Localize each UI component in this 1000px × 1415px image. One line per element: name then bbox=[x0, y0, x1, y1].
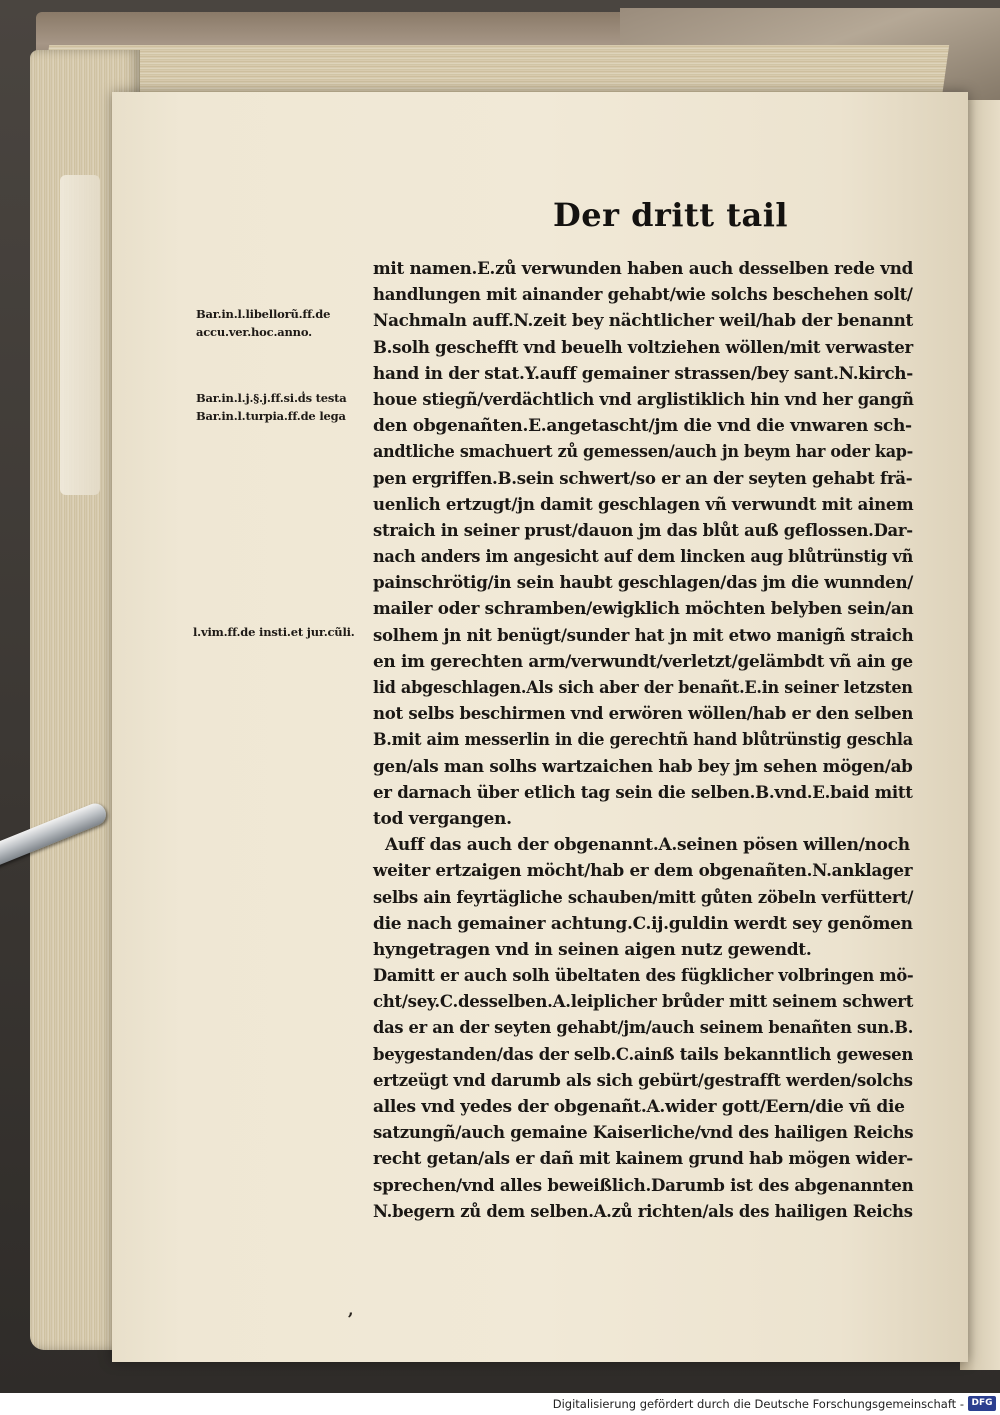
text-line: hyngetragen vnd in seinen aigen nutz gewendt. bbox=[373, 939, 812, 960]
dfg-logo: DFG bbox=[968, 1396, 996, 1411]
text-line: Nachmaln auff.N.zeit bey nächtlicher weil/hab der benannt bbox=[373, 311, 914, 332]
text-line: gen/als man solhs wartzaichen hab bey jm sehen mögen/ab bbox=[373, 756, 913, 777]
text-line: den obgenañten.E.angetascht/jm die vnd die vnwaren sch- bbox=[373, 416, 912, 437]
text-line: B.mit aim messerlin in die gerechtñ hand blůtrünstig geschla bbox=[373, 730, 913, 751]
torn-paper-tab bbox=[60, 175, 100, 495]
text-line: lid abgeschlagen.Als sich aber der benañt.E.in seiner letzsten bbox=[373, 678, 913, 698]
running-head: Der dritt tail bbox=[553, 196, 789, 234]
margin-note-3 bbox=[193, 623, 355, 641]
text-line: satzungñ/auch gemaine Kaiserliche/vnd des hailigen Reichs bbox=[373, 1123, 914, 1144]
margin-note-2 bbox=[196, 389, 347, 425]
text-line: not selbs beschirmen vnd erwören wöllen/hab er den selben bbox=[373, 704, 914, 725]
text-line: hand in der stat.Y.auff gemainer strassen/bey sant.N.kirch- bbox=[373, 363, 913, 384]
text-line: die nach gemainer achtung.C.ij.guldin werdt sey genõmen bbox=[373, 913, 913, 934]
text-line: B.solh geschefft vnd beuelh voltziehen wöllen/mit verwaster bbox=[373, 337, 913, 358]
margin-note-line: Bar.in.l.libellorũ.ff.de bbox=[196, 307, 331, 321]
text-line: uenlich ertzugt/jn damit geschlagen vñ verwundt mit ainem bbox=[373, 494, 914, 515]
text-line: painschrötig/in sein haubt geschlagen/das jm die wunnden/ bbox=[373, 573, 914, 594]
text-line: pen ergriffen.B.sein schwert/so er an der seyten gehabt frä- bbox=[373, 468, 913, 489]
text-line: houe stiegñ/verdächtlich vnd arglistiklich hin vnd her gangñ bbox=[373, 389, 914, 410]
text-line: das er an der seyten gehabt/jm/auch seinem benañten sun.B. bbox=[373, 1018, 914, 1039]
text-line: ertzeügt vnd darumb als sich gebürt/gestrafft werden/solchs bbox=[373, 1070, 913, 1091]
text-line: recht getan/als er dañ mit kainem grund hab mögen wider- bbox=[373, 1149, 913, 1170]
text-line: weiter ertzaigen möcht/hab er dem obgenañten.N.anklager bbox=[373, 861, 913, 882]
margin-note-line: Bar.in.l.turpia.ff.de lega bbox=[196, 409, 346, 423]
text-line: N.begern zů dem selben.A.zů richten/als des hailigen Reichs bbox=[373, 1201, 913, 1222]
text-line: andtliche smachuert zů gemessen/auch jn beym har oder kap- bbox=[373, 442, 913, 463]
text-line: Damitt er auch solh übeltaten des fügklicher volbringen mö- bbox=[373, 966, 914, 987]
text-line: beygestanden/das der selb.C.ainß tails bekanntlich gewesen bbox=[373, 1044, 914, 1065]
text-line: handlungen mit ainander gehabt/wie solchs beschehen solt/ bbox=[373, 285, 913, 306]
text-line: mailer oder schramben/ewigklich möchten belyben sein/an bbox=[373, 599, 914, 620]
body-text bbox=[373, 256, 913, 1225]
text-line: alles vnd yedes der obgenañt.A.wider gott/Eern/die vñ die bbox=[373, 1097, 905, 1117]
signature-mark: , bbox=[348, 1300, 354, 1319]
footer-credit: Digitalisierung gefördert durch die Deutsche Forschungsgemeinschaft - bbox=[552, 1397, 964, 1411]
margin-note-line: l.vim.ff.de insti.et jur.cũli. bbox=[193, 625, 355, 639]
text-line: solhem jn nit benügt/sunder hat jn mit etwo manigñ straich bbox=[373, 625, 914, 646]
footer bbox=[0, 1393, 1000, 1415]
margin-note-1 bbox=[196, 305, 330, 341]
text-line: nach anders im angesicht auf dem lincken aug blůtrünstig vñ bbox=[373, 547, 914, 568]
text-line: straich in seiner prust/dauon jm das blůt auß geflossen.Dar- bbox=[373, 520, 913, 541]
text-line: en im gerechten arm/verwundt/verletzt/gelämbdt vñ ain ge bbox=[373, 651, 913, 672]
margin-note-line: accu.ver.hoc.anno. bbox=[196, 325, 312, 339]
text-line: mit namen.E.zů verwunden haben auch desselben rede vnd bbox=[373, 259, 914, 279]
text-line: sprechen/vnd alles beweißlich.Darumb ist des abgenannten bbox=[373, 1175, 914, 1196]
text-line: er darnach über etlich tag sein die selben.B.vnd.E.baid mitt bbox=[373, 782, 913, 803]
text-line: Auff das auch der obgenannt.A.seinen pösen willen/noch bbox=[385, 835, 910, 856]
text-line: selbs ain feyrtägliche schauben/mitt gůten zöbeln verfüttert/ bbox=[373, 887, 914, 908]
margin-note-line: Bar.in.l.j.§.j.ff.si.ḋs testa bbox=[196, 391, 347, 405]
text-line: tod vergangen. bbox=[373, 808, 512, 829]
text-line: cht/sey.C.desselben.A.leiplicher brůder mitt seinem schwert bbox=[373, 992, 914, 1013]
